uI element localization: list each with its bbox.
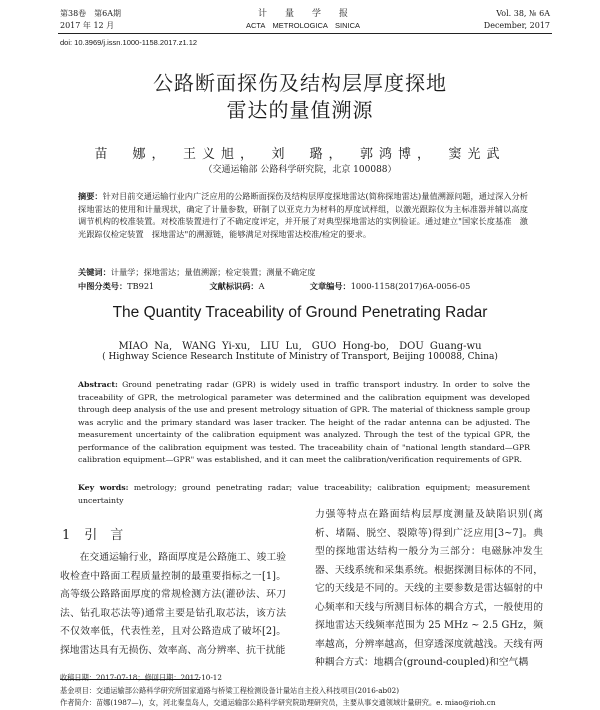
header-date-en: December, 2017 <box>483 21 550 30</box>
header-rule <box>58 33 552 34</box>
abstract-en <box>78 379 530 467</box>
keywords-cn <box>78 266 528 279</box>
authors-en: MIAO Na, WANG Yi-xu, LIU Lu, GUO Hong-bo, DOU Guang-wu <box>118 341 482 352</box>
affiliation-en: ( Highway Science Research Institute of Ministry of Transport, Beijing 100088, China) <box>102 352 498 362</box>
code-value: A <box>258 281 265 291</box>
keywords-en-label: Key words: <box>78 483 129 492</box>
doi: doi: 10.3969/j.issn.1000-1158.2017.z1.12 <box>60 38 198 47</box>
keywords-cn-text: 计量学；探地雷达；量值溯源；检定装置；测量不确定度 <box>110 267 316 277</box>
code-label: 文献标识码： <box>209 281 259 291</box>
classification-cn <box>78 280 528 293</box>
authors-cn: 苗 娜， 王义旭， 刘 璐， 郭鸿博， 窦光武 <box>94 147 506 162</box>
clc-value: TB921 <box>127 281 155 291</box>
abstract-cn-text: 针对目前交通运输行业内广泛应用的公路断面探伤及结构层厚度探地雷达(简称探地雷达)量值溯源问题，通过深入分析探地雷达的使用和计量现状，确定了计量参数，研制了以亚克力为材料的厚度试样组，以激光跟踪仪为主标准器并辅以高度调节机构的校准装置。对校准装置进行了不确定度评定，并开展了对典型探地雷达的实例验证。通过建立"国家长度基准 激光跟踪仪检定装置 探地雷达"的溯源链，能够满足对探地雷达校准/检定的要求。 <box>78 191 528 239</box>
header-vol-issue-en: Vol. 38, № 6A <box>496 9 550 18</box>
header-vol-issue-cn: 第38卷 第6A期 <box>60 9 122 18</box>
header-journal-en: ACTA METROLOGICA SINICA <box>245 21 361 30</box>
abstract-en-label: Abstract: <box>78 380 118 389</box>
title-en: The Quantity Traceability of Ground Penetrating Radar <box>112 304 488 321</box>
article-value: 1000-1158(2017)6A-0056-05 <box>350 281 471 291</box>
title-cn-line1: 公路断面探伤及结构层厚度探地 <box>153 71 447 95</box>
header-journal-cn: 计 量 学 报 <box>257 9 348 19</box>
clc-label: 中图分类号： <box>78 281 128 291</box>
right-column <box>315 506 543 673</box>
affiliation-cn: （交通运输部 公路科学研究院，北京 100088） <box>203 165 397 175</box>
section-1-title: 引 言 <box>84 528 124 543</box>
left-column-paragraph: 在交通运输行业，路面厚度是公路施工、竣工验收检查中路面工程质量控制的最重要指标之一[1]。高等级公路路面厚度的常规检测方法(灌砂法、环刀法、钻孔取芯法等)通常主要是钻孔取芯法，该方法不仅效率低，代表性差，且对公路造成了破坏[2]。探地雷达具有无损伤、效率高、高分辨率、抗干扰能 <box>60 552 286 656</box>
left-column <box>60 549 286 660</box>
right-column-paragraph: 力强等特点在路面结构层厚度测量及缺陷识别(离析、堵隔、脱空、裂隙等)得到广泛应用[3~7]。典型的探地雷达结构一般分为三部分：电磁脉冲发生器、天线系统和采集系统。根据探测目标体的不同，它的天线是不同的。天线的主要参数是雷达辐射的中心频率和天线与所测目标体的耦合方式，一般使用的探地雷达天线频率范围为 25 MHz ~ 2.5 GHz，频率越高，分辨率越高，但穿透深度就越浅。天线有两种耦合方式：地耦合(ground-coupled)和空气耦 <box>315 509 543 668</box>
keywords-en-text: metrology; ground penetrating radar; value traceability; calibration equipment; measurement uncertainty <box>78 483 530 505</box>
footnote-author: 作者简介：苗娜(1987—)，女，河北秦皇岛人，交通运输部公路科学研究院助理研究员，主要从事交通领域计量研究。e. miao@rioh.cn <box>60 698 496 707</box>
abstract-en-text: Ground penetrating radar (GPR) is widely used in traffic transport industry. In order to solve the traceability of GPR, the metrological parameter was determined and the calibration equipment was developed through deep analysis of the use and present metrology situation of GPR. The material of thickness sample group was acrylic and the primary standard was laser tracker. The height of the radar antenna can be adjusted. The measurement uncertainty of the calibration equipment was analyzed. Through the test of the typical GPR, the performance of the calibration equipment was tested. The traceability chain of "national length standard—GPR calibration equipment—GPR" was established, and it can meet the calibration/verification requirements of GPR. <box>78 380 530 464</box>
footnote-received: 收稿日期：2017-07-18；修回日期：2017-10-12 <box>60 673 222 682</box>
title-cn-line2: 雷达的量值溯源 <box>226 98 374 122</box>
abstract-cn <box>78 190 528 240</box>
abstract-cn-label: 摘要： <box>78 191 103 201</box>
section-1-number: 1 <box>62 528 71 543</box>
keywords-en <box>78 482 530 507</box>
footnote-fund: 基金项目：交通运输部公路科学研究所国家道路与桥梁工程检测设备计量站自主投入科技项目(2016-ab02) <box>60 686 400 695</box>
keywords-cn-label: 关键词： <box>78 267 111 277</box>
article-label: 文章编号： <box>309 281 351 291</box>
header-date-cn: 2017 年 12 月 <box>60 21 115 30</box>
section-1-heading <box>62 524 123 543</box>
